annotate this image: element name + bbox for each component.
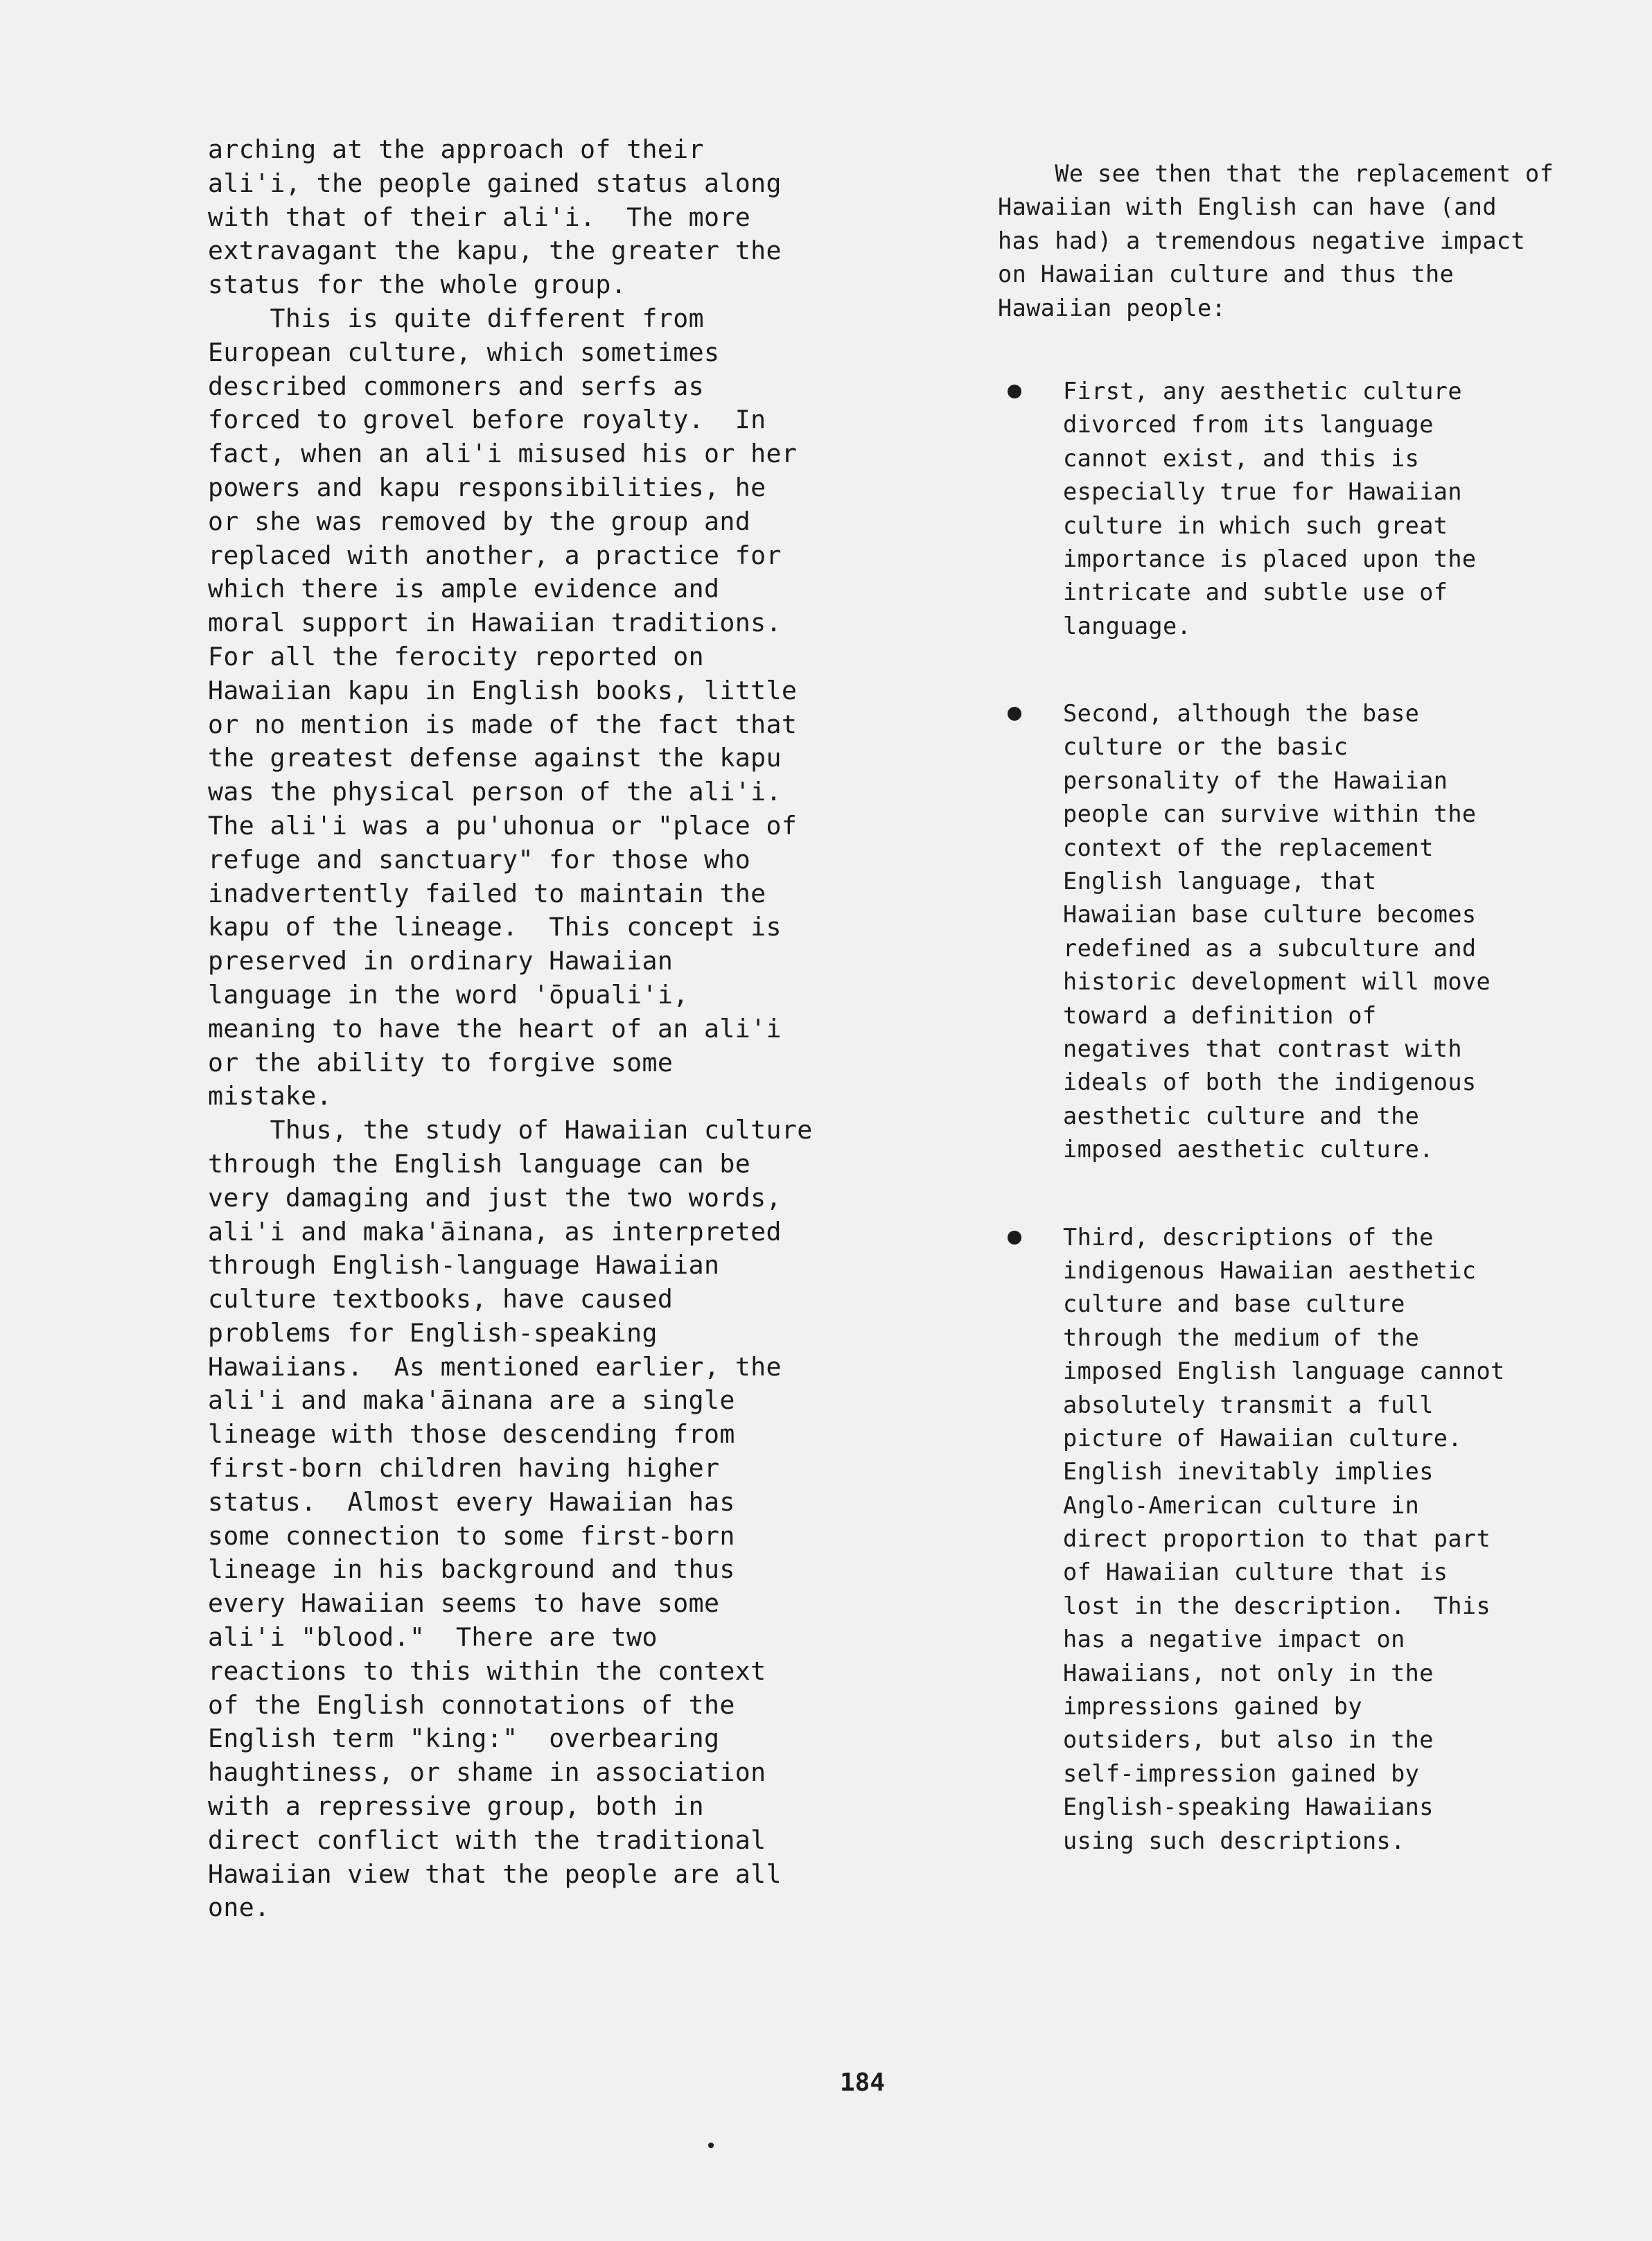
text-line: intricate and subtle use of <box>1063 579 1448 606</box>
text-line: every Hawaiian seems to have some <box>208 1588 720 1619</box>
text-line: replaced with another, a practice for <box>208 540 782 570</box>
text-line: direct conflict with the traditional <box>208 1825 766 1855</box>
text-line: some connection to some first-born <box>208 1520 735 1551</box>
text-line: kapu of the lineage. This concept is <box>208 912 782 942</box>
text-line: through the English language can be <box>208 1148 751 1179</box>
text-line: of Hawaiian culture that is <box>1063 1558 1448 1586</box>
text-line: impressions gained by <box>1063 1693 1362 1721</box>
bullet-item <box>998 697 1608 1166</box>
bullet-list <box>998 375 1608 1858</box>
text-line: has a negative impact on <box>1063 1626 1405 1653</box>
page-number: 184 <box>840 2068 886 2097</box>
text-line: reactions to this within the context <box>208 1655 766 1686</box>
text-line: on Hawaiian culture and thus the <box>998 261 1455 288</box>
text-line: self-impression gained by <box>1063 1759 1420 1787</box>
text-line: of the English connotations of the <box>208 1689 735 1720</box>
text-line: Hawaiian base culture becomes <box>1063 901 1477 929</box>
text-line: context of the replacement <box>1063 834 1434 861</box>
text-line: negatives that contrast with <box>1063 1035 1462 1062</box>
text-line: toward a definition of <box>1063 1001 1377 1029</box>
text-line: indigenous Hawaiian aesthetic <box>1063 1256 1477 1284</box>
text-line: mistake. <box>208 1081 332 1111</box>
intro-paragraph <box>998 157 1608 325</box>
text-line: culture or the basic <box>1063 733 1348 761</box>
text-line: cannot exist, and this is <box>1063 444 1420 472</box>
text-line: people can survive within the <box>1063 800 1477 828</box>
text-line: culture in which such great <box>1063 511 1448 539</box>
text-line: Hawaiian view that the people are all <box>208 1858 782 1889</box>
text-line: imposed English language cannot <box>1063 1357 1505 1385</box>
text-line: haughtiness, or shame in association <box>208 1757 766 1788</box>
text-line: has had) a tremendous negative impact <box>998 227 1526 254</box>
text-line: first-born children having higher <box>208 1453 720 1484</box>
scan-speck <box>708 2143 714 2148</box>
text-line: ali'i and maka'āinana, as interpreted <box>208 1216 782 1247</box>
text-line: picture of Hawaiian culture. <box>1063 1424 1462 1452</box>
left-column <box>208 133 873 1925</box>
bullet-item <box>998 1221 1608 1858</box>
text-line: status for the whole group. <box>208 270 627 300</box>
text-line: described commoners and serfs as <box>208 371 704 401</box>
text-line: extravagant the kapu, the greater the <box>208 236 782 266</box>
text-line: refuge and sanctuary" for those who <box>208 844 751 875</box>
text-line: especially true for Hawaiian <box>1063 478 1462 506</box>
bullet-icon <box>1008 385 1021 398</box>
text-line: redefined as a subculture and <box>1063 934 1477 962</box>
right-column <box>998 157 1608 1912</box>
text-line: lineage with those descending from <box>208 1419 735 1450</box>
text-line: The ali'i was a pu'uhonua or "place of <box>208 810 798 841</box>
text-line: lost in the description. This <box>1063 1592 1491 1619</box>
text-line: meaning to have the heart of an ali'i <box>208 1013 782 1044</box>
text-line: fact, when an ali'i misused his or her <box>208 439 798 469</box>
text-line: absolutely transmit a full <box>1063 1391 1434 1418</box>
text-line: European culture, which sometimes <box>208 337 720 367</box>
text-line: with a repressive group, both in <box>208 1791 704 1822</box>
text-line: Thus, the study of Hawaiian culture <box>208 1115 813 1145</box>
text-line: importance is placed upon the <box>1063 545 1477 572</box>
text-line: which there is ample evidence and <box>208 574 720 604</box>
text-line: First, any aesthetic culture <box>1063 377 1462 405</box>
text-line: imposed aesthetic culture. <box>1063 1136 1434 1163</box>
text-line: status. Almost every Hawaiian has <box>208 1486 735 1517</box>
text-line: For all the ferocity reported on <box>208 641 704 671</box>
text-line: outsiders, but also in the <box>1063 1726 1434 1754</box>
text-line: preserved in ordinary Hawaiian <box>208 946 674 976</box>
text-line: Hawaiians, not only in the <box>1063 1659 1434 1687</box>
text-line: or the ability to forgive some <box>208 1047 674 1078</box>
text-line: very damaging and just the two words, <box>208 1182 782 1213</box>
text-line: direct proportion to that part <box>1063 1525 1491 1553</box>
text-line: language in the word 'ōpuali'i, <box>208 979 689 1010</box>
text-line: English inevitably implies <box>1063 1458 1434 1486</box>
bullet-icon <box>1008 707 1021 721</box>
text-line: using such descriptions. <box>1063 1827 1405 1854</box>
text-line: arching at the approach of their <box>208 134 704 164</box>
text-line: Second, although the base <box>1063 700 1420 728</box>
text-line: English-speaking Hawaiians <box>1063 1793 1434 1821</box>
text-line: ali'i, the people gained status along <box>208 168 782 198</box>
text-line: Third, descriptions of the <box>1063 1223 1434 1251</box>
text-line: with that of their ali'i. The more <box>208 202 751 232</box>
text-line: culture textbooks, have caused <box>208 1284 674 1315</box>
text-line: through the medium of the <box>1063 1324 1420 1351</box>
text-line: lineage in his background and thus <box>208 1554 735 1585</box>
text-line: moral support in Hawaiian traditions. <box>208 608 782 638</box>
text-line: problems for English-speaking <box>208 1317 658 1348</box>
text-line: language. <box>1063 612 1192 640</box>
text-line: or she was removed by the group and <box>208 506 751 536</box>
text-line: Hawaiian with English can have (and <box>998 193 1497 221</box>
text-line: ideals of both the indigenous <box>1063 1069 1477 1096</box>
text-line: inadvertently failed to maintain the <box>208 878 766 908</box>
text-line: ali'i "blood." There are two <box>208 1622 658 1653</box>
text-line: Hawaiian people: <box>998 294 1227 322</box>
text-line: English language, that <box>1063 868 1377 895</box>
text-line: This is quite different from <box>208 303 704 333</box>
text-line: the greatest defense against the kapu <box>208 743 782 773</box>
text-line: powers and kapu responsibilities, he <box>208 472 766 502</box>
bullet-item <box>998 375 1608 643</box>
text-line: English term "king:" overbearing <box>208 1723 720 1754</box>
text-line: culture and base culture <box>1063 1290 1405 1318</box>
text-line: Hawaiian kapu in English books, little <box>208 675 798 705</box>
text-line: historic development will move <box>1063 968 1491 996</box>
text-line: was the physical person of the ali'i. <box>208 777 782 807</box>
text-line: ali'i and maka'āinana are a single <box>208 1385 735 1416</box>
text-line: Hawaiians. As mentioned earlier, the <box>208 1351 782 1382</box>
text-line: or no mention is made of the fact that <box>208 709 798 739</box>
text-line: Anglo-American culture in <box>1063 1491 1420 1519</box>
text-line: personality of the Hawaiian <box>1063 766 1448 794</box>
text-line: We see then that the replacement of <box>998 160 1554 187</box>
text-line: one. <box>208 1892 270 1923</box>
bullet-icon <box>1008 1231 1021 1245</box>
text-line: divorced from its language <box>1063 411 1434 439</box>
text-line: aesthetic culture and the <box>1063 1102 1420 1130</box>
text-line: through English-language Hawaiian <box>208 1250 720 1281</box>
text-line: forced to grovel before royalty. In <box>208 405 766 435</box>
